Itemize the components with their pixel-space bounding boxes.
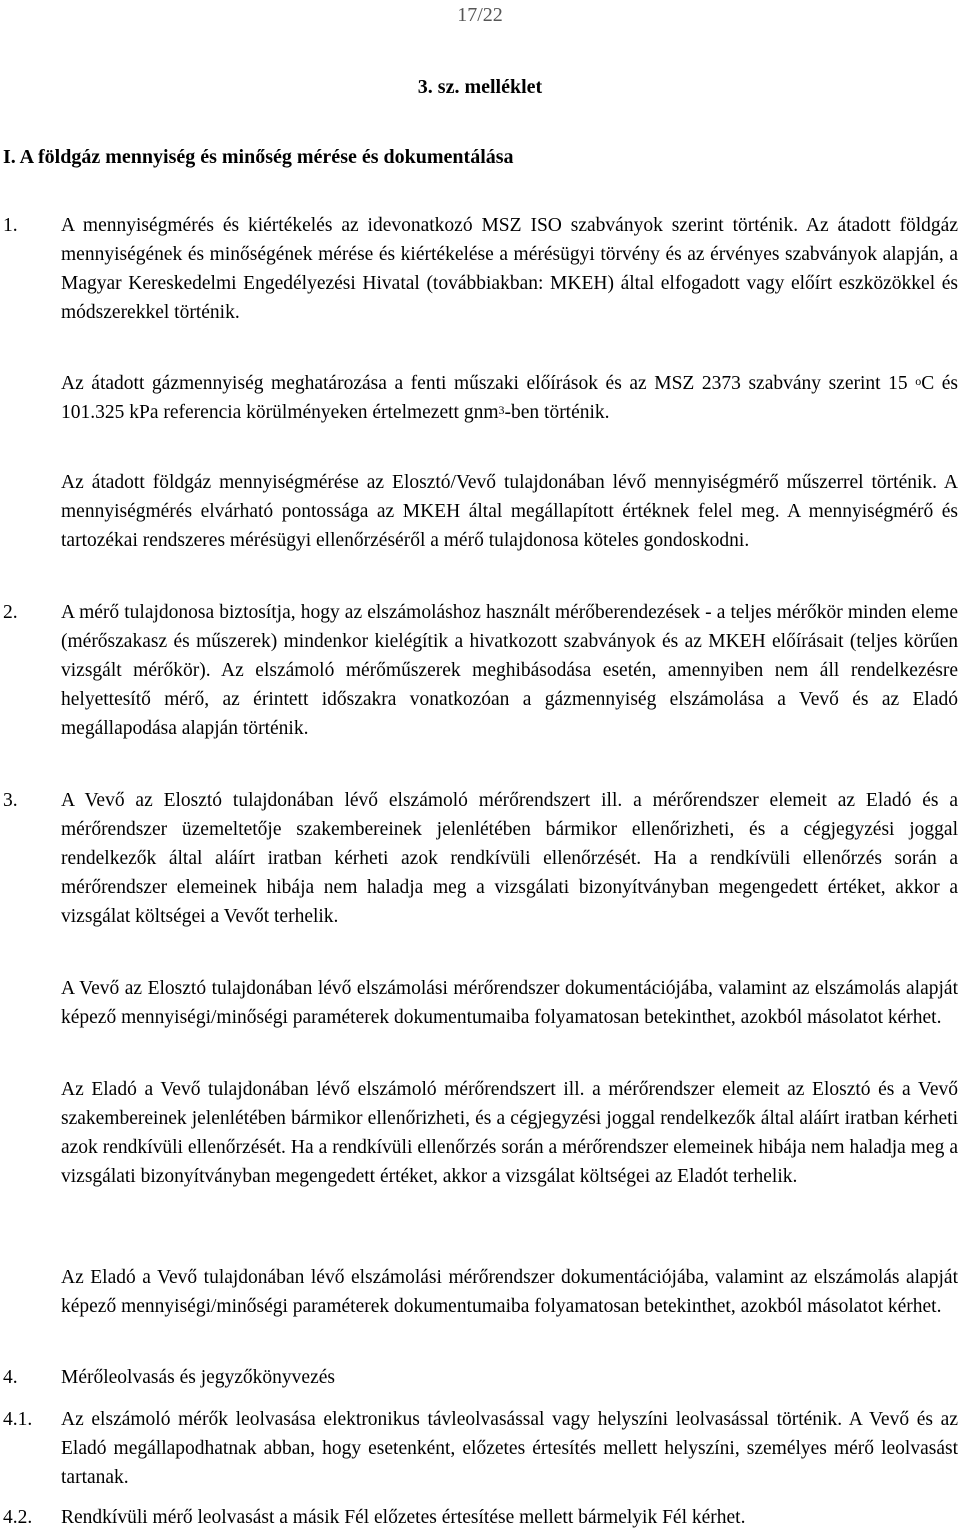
- item-1-paragraph-1: A mennyiségmérés és kiértékelés az idevonatkozó MSZ ISO szabványok szerint történik. Az átadott földgáz mennyiségének és minőségének mérése és kiértékelése a mérésügyi törvény és az érvényes szabványok alapján, a Magyar Kereskedelmi Engedélyezési Hivatal (továbbiakban: MKEH) által elfogadott vagy előírt eszközökkel és módszerekkel történik.: [61, 215, 958, 323]
- page-number: 17/22: [457, 4, 503, 26]
- item-number-4: 4.: [3, 1367, 18, 1388]
- item-4-2-paragraph: Rendkívüli mérő leolvasást a másik Fél előzetes értesítése mellett bármelyik Fél kérhet.: [61, 1507, 746, 1528]
- annex-title: 3. sz. melléklet: [417, 76, 543, 98]
- degree-superscript: o: [915, 374, 922, 388]
- item-number-4-1: 4.1.: [3, 1409, 33, 1430]
- cube-superscript: 3: [498, 403, 505, 417]
- item-2-paragraph-1: A mérő tulajdonosa biztosítja, hogy az elszámoláshoz használt mérőberendezések - a teljes mérőkör minden eleme (mérőszakasz és műszerek) mindenkor kielégítik a hivatkozott szabványok és az MKEH előírásait (teljes körűen vizsgált mérőkör). Az elszámoló mérőműszerek meghibásodása esetén, amennyiben nem áll rendelkezésre helyettesítő mérő, az érintett időszakra vonatkozóan a gázmennyiség elszámolása a Vevő és az Eladó megállapodása alapján történik.: [61, 602, 958, 739]
- item-3-paragraph-4: Az Eladó a Vevő tulajdonában lévő elszámolási mérőrendszer dokumentációjába, valamint az elszámolás alapját képező mennyiségi/minőségi paraméterek dokumentumaiba folyamatosan betekinthet, azokból másolatot kérhet.: [61, 1267, 958, 1317]
- item-number-4-2: 4.2.: [3, 1507, 33, 1528]
- item-number-1: 1.: [3, 215, 18, 236]
- item-4-1-paragraph: Az elszámoló mérők leolvasása elektronikus távleolvasással vagy helyszíni leolvasással történik. A Vevő és az Eladó megállapodhatnak abban, hogy esetenként, előzetes értesítés mellett helyszíni, személyes mérő leolvasást tartanak.: [61, 1409, 958, 1488]
- item-1-paragraph-2-text-b: C és 101.325 kPa referencia körülményeken értelmezett gnm: [61, 373, 959, 423]
- item-4-heading: Mérőleolvasás és jegyzőkönyvezés: [61, 1367, 335, 1388]
- item-1-paragraph-2: [61, 369, 958, 427]
- item-number-3: 3.: [3, 790, 18, 811]
- item-1-paragraph-3: Az átadott földgáz mennyiségmérése az Elosztó/Vevő tulajdonában lévő mennyiségmérő műszerrel történik. A mennyiségmérés elvárható pontossága az MKEH által megállapított értéknek felel meg. A mennyiségmérő és tartozékai rendszeres mérésügyi ellenőrzéséről a mérő tulajdonosa köteles gondoskodni.: [61, 472, 958, 551]
- item-3-paragraph-3: Az Eladó a Vevő tulajdonában lévő elszámoló mérőrendszert ill. a mérőrendszer elemeit az Elosztó és a Vevő szakembereinek jelenlétében bármikor ellenőrizheti, és a cégjegyzési joggal rendelkezők által aláírt iratban kérheti azok rendkívüli ellenőrzését. Ha a rendkívüli ellenőrzés során a mérőrendszer elemeinek hibája nem haladja meg a vizsgálati bizonyítványban megengedett értéket, akkor a vizsgálat költségei az Eladót terhelik.: [61, 1079, 958, 1187]
- item-1-paragraph-2-text-a: Az átadott gázmennyiség meghatározása a fenti műszaki előírások és az MSZ 2373 szabvány szerint 15: [61, 373, 916, 394]
- item-1-paragraph-2-text-c: -ben történik.: [504, 402, 610, 423]
- item-3-paragraph-1: A Vevő az Elosztó tulajdonában lévő elszámoló mérőrendszert ill. a mérőrendszer elemeit az Eladó és a mérőrendszer üzemeltetője szakembereinek jelenlétében bármikor ellenőrizheti, és a cégjegyzési joggal rendelkezők által aláírt iratban kérheti azok rendkívüli ellenőrzését. Ha a rendkívüli ellenőrzés során a mérőrendszer elemeinek hibája nem haladja meg a vizsgálati bizonyítványban megengedett értéket, akkor a vizsgálat költségei a Vevőt terhelik.: [61, 790, 958, 927]
- item-3-paragraph-2: A Vevő az Elosztó tulajdonában lévő elszámolási mérőrendszer dokumentációjába, valamint az elszámolás alapját képező mennyiségi/minőségi paraméterek dokumentumaiba folyamatosan betekinthet, azokból másolatot kérhet.: [61, 978, 958, 1028]
- item-number-2: 2.: [3, 602, 18, 623]
- section-title: I. A földgáz mennyiség és minőség mérése és dokumentálása: [3, 146, 514, 168]
